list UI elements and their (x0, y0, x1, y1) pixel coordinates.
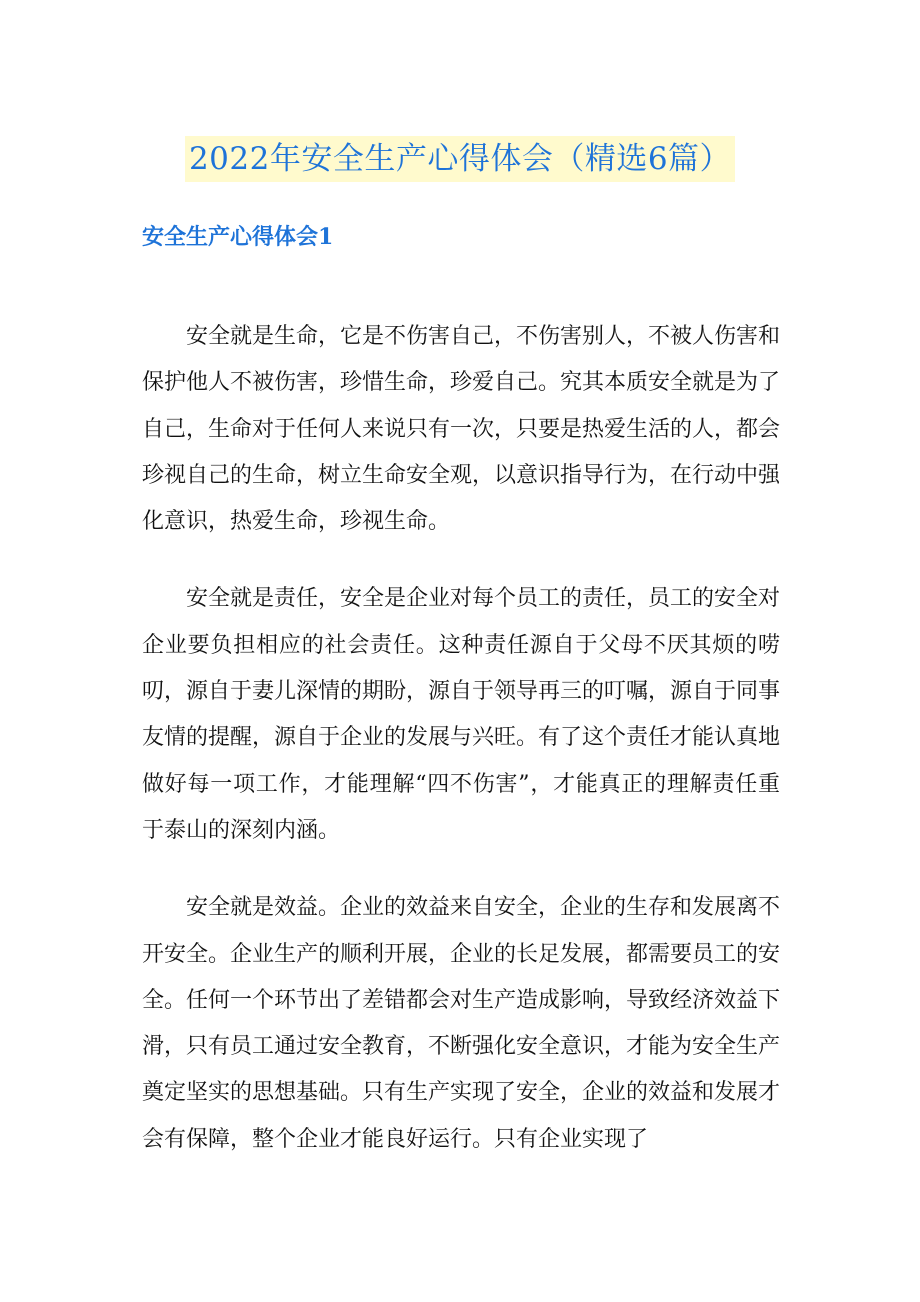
document-body (142, 314, 780, 1194)
paragraph-2: 安全就是责任，安全是企业对每个员工的责任，员工的安全对企业要负担相应的社会责任。这种责任源自于父母不厌其烦的唠叨，源自于妻儿深情的期盼，源自于领导再三的叮嘱，源自于同事友情的提醒，源自于企业的发展与兴旺。有了这个责任才能认真地做好每一项工作，才能理解“四不伤害”，才能真正的理解责任重于泰山的深刻内涵。 (142, 586, 781, 843)
document-title: 2022年安全生产心得体会（精选6篇） (185, 136, 735, 182)
section-heading: 安全生产心得体会1 (142, 224, 334, 250)
paragraph-1: 安全就是生命，它是不伤害自己，不伤害别人，不被人伤害和保护他人不被伤害，珍惜生命，珍爱自己。究其本质安全就是为了自己，生命对于任何人来说只有一次，只要是热爱生活的人，都会珍视自己的生命，树立生命安全观，以意识指导行为，在行动中强化意识，热爱生命，珍视生命。 (142, 324, 781, 535)
title-container (0, 136, 920, 182)
paragraph-3: 安全就是效益。企业的效益来自安全，企业的生存和发展离不开安全。企业生产的顺利开展，企业的长足发展，都需要员工的安全。任何一个环节出了差错都会对生产造成影响，导致经济效益下滑，只有员工通过安全教育，不断强化安全意识，才能为安全生产奠定坚实的思想基础。只有生产实现了安全，企业的效益和发展才会有保障，整个企业才能良好运行。只有企业实现了 (142, 895, 781, 1152)
